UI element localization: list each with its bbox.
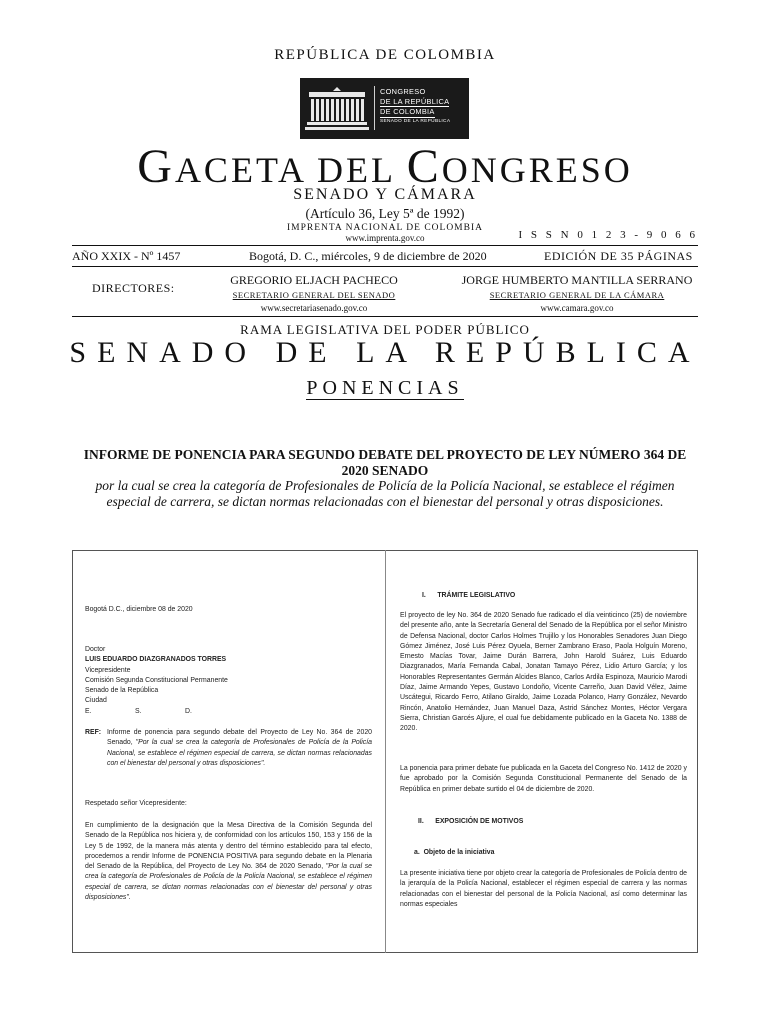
letter-date: Bogotá D.C., diciembre 08 de 2020: [85, 606, 193, 613]
recipient-line1: Vicepresidente: [85, 666, 131, 674]
ref-text: [107, 728, 372, 769]
divider-top: [72, 245, 698, 246]
heading-tramite: I. TRÁMITE LEGISLATIVO: [422, 592, 516, 599]
column-divider: [385, 550, 386, 953]
director1-url: www.secretariasenado.gov.co: [260, 303, 368, 313]
recipient-line2: Comisión Segunda Constitucional Permanente: [85, 676, 228, 684]
director1-title: SECRETARIO GENERAL DEL SENADO: [232, 290, 396, 300]
publisher-name: IMPRENTA NACIONAL DE COLOMBIA: [287, 223, 483, 233]
logo-wordmark: [380, 87, 450, 125]
director2-title: SECRETARIO GENERAL DE LA CÁMARA: [489, 290, 665, 300]
director1-name: GREGORIO ELJACH PACHECO: [230, 273, 398, 287]
recipient-line3: Senado de la República: [85, 687, 159, 695]
masthead-title-part1: ACETA DEL: [174, 150, 407, 190]
esd-d: D.: [185, 707, 192, 715]
letter-body-plain: En cumplimiento de la designación que la Mesa Directiva de la Comisión Segunda del Senado de la República nos hiciera y, de conformidad con los artículos 150, 153 y 156 de la Ley 5 de 1992, de la manera más atenta y dentro del término establecido para tal efecto, procedemos a rendir Informe de PONENCIA POSITIVA para segundo debate en la Plenaria del Senado de la República, del Proyecto de Ley No. 364 de 2020 Senado,: [85, 822, 372, 871]
heading-objeto: a. Objeto de la iniciativa: [414, 849, 495, 856]
masthead-title-part2: ONGRESO: [441, 150, 633, 190]
article-subtitle: por la cual se crea la categoría de Profesionales de Policía de la Policía Nacional, se establece el régimen especial de carrera, se dictan normas relacionadas con el bienestar del personal y otras disposiciones.: [95, 478, 675, 509]
recipient-line4: Ciudad: [85, 697, 107, 705]
ref-text-italic: "Por la cual se crea la categoría de Profesionales de Policía de la Policía Nacional, se establece el régimen especial de carrera, se dictan normas relacionadas con el bienestar del personal y otras disposiciones".: [107, 739, 372, 767]
masthead-subtitle: SENADO Y CÁMARA: [293, 186, 477, 203]
publisher-url: www.imprenta.gov.co: [345, 233, 425, 243]
article-title: INFORME DE PONENCIA PARA SEGUNDO DEBATE DEL PROYECTO DE LEY NÚMERO 364 DE 2020 SENADO: [83, 447, 687, 478]
country-heading: REPÚBLICA DE COLOMBIA: [274, 47, 496, 63]
recipient-block: [85, 645, 372, 717]
capitol-building-icon: [305, 84, 369, 133]
logo-divider: [374, 86, 375, 130]
esd-e: E.: [85, 707, 92, 715]
logo-line1: CONGRESO: [380, 87, 426, 96]
recipient-title: Doctor: [85, 646, 106, 653]
director2-name: JORGE HUMBERTO MANTILLA SERRANO: [461, 273, 693, 287]
section-heading: [0, 377, 770, 400]
divider-middle: [72, 266, 698, 267]
letter-body: [85, 821, 372, 903]
letter-body-italic: "Por la cual se crea la categoría de Profesionales de Policía de la Policía Nacional, se establece el régimen especial de carrera, se dictan normas relacionadas con el bienestar del personal y otras disposiciones".: [85, 863, 372, 902]
paragraph-tramite: El proyecto de ley No. 364 de 2020 Senado fue radicado el día veinticinco (25) de noviembre del presente año, ante la Secretaría General del Senado de la República por el señor Ministro de Defensa Nacional, doctor Carlos Holmes Trujillo y los Honorables Senadores Juan Diego Gómez Jiménez, José Luis Pérez Oyuela, Berner Zambrano Eraso, Paola Holguín Moreno, Ernesto Macías Tovar, Jaime Durán Barrera, John Harold Suárez, Luis Eduardo Diazgranados, María Fernanda Cabal, Jonatan Tamayo Pérez, Lidio Arturo García; y los Honorables Representantes Germán Alcides Blanco, Carlos Ardila Espinoza, Mauricio Marodi Díaz, Jaime Armando Yepes, Gustavo Londoño, Vicente Carreño, Juan David Vélez, Jaime Uscátegui, Ricardo Ferro, Atilano Giraldo, Jaime Lozada Polanco, Harry González, Nevardo Rincón, Anatolio Hernández, Juan Manuel Daza, Astrid Sánchez Montes, Héctor Vergara Sierra, Christian Garcés Aljure, el cual fue debidamente publicado en la Gaceta No. 1388 de 2020.: [400, 612, 687, 733]
paragraph-primer-debate: La ponencia para primer debate fue publicada en la Gaceta del Congreso No. 1412 de 2020 y fue aprobado por la Comisión Segunda Constitucional Permanente del Senado de la República en primer debate surtido el 04 de diciembre de 2020.: [400, 765, 687, 793]
chamber-heading: SENADO DE LA REPÚBLICA: [69, 336, 701, 369]
salutation: Respetado señor Vicepresidente:: [85, 800, 187, 807]
ref-text-plain: Informe de ponencia para segundo debate del Proyecto de Ley No. 364 de 2020 Senado,: [107, 729, 372, 747]
logo-line2: DE LA REPÚBLICA: [380, 96, 450, 106]
masthead-title-initial-c: C: [406, 140, 442, 193]
recipient-name: LUIS EDUARDO DIAZGRANADOS TORRES: [85, 656, 227, 664]
issn-number: I S S N 0 1 2 3 - 9 0 6 6: [518, 229, 698, 241]
congreso-logo: [300, 78, 469, 139]
edition-pages: EDICIÓN DE 35 PÁGINAS: [544, 249, 693, 263]
logo-line4: SENADO DE LA REPÚBLICA: [380, 118, 451, 124]
masthead-title-initial-g: G: [137, 140, 175, 193]
issue-date: Bogotá, D. C., miércoles, 9 de diciembre de 2020: [249, 249, 487, 263]
directors-label: DIRECTORES:: [92, 281, 175, 295]
paragraph-objeto: La presente iniciativa tiene por objeto crear la categoría de Profesionales de Policía dentro de la jerarquía de la Policía Nacional, establecer el régimen especial de carrera y las normas relacionadas con el bienestar del personal de la Policía Nacional, así como determinar las normas especiales: [400, 870, 687, 908]
branch-heading: RAMA LEGISLATIVA DEL PODER PÚBLICO: [240, 322, 530, 337]
recipient-esd: [85, 707, 372, 717]
esd-s: S.: [135, 707, 142, 715]
section-heading-text: PONENCIAS: [306, 377, 464, 399]
heading-exposicion: II. EXPOSICIÓN DE MOTIVOS: [418, 818, 524, 825]
ref-label: REF:: [85, 729, 102, 736]
logo-line3: DE COLOMBIA: [380, 107, 435, 117]
legal-reference: (Artículo 36, Ley 5ª de 1992): [305, 206, 465, 221]
director2-url: www.camara.gov.co: [540, 303, 614, 313]
issue-number: AÑO XXIX - Nº 1457: [72, 249, 181, 263]
divider-bottom: [72, 316, 698, 317]
